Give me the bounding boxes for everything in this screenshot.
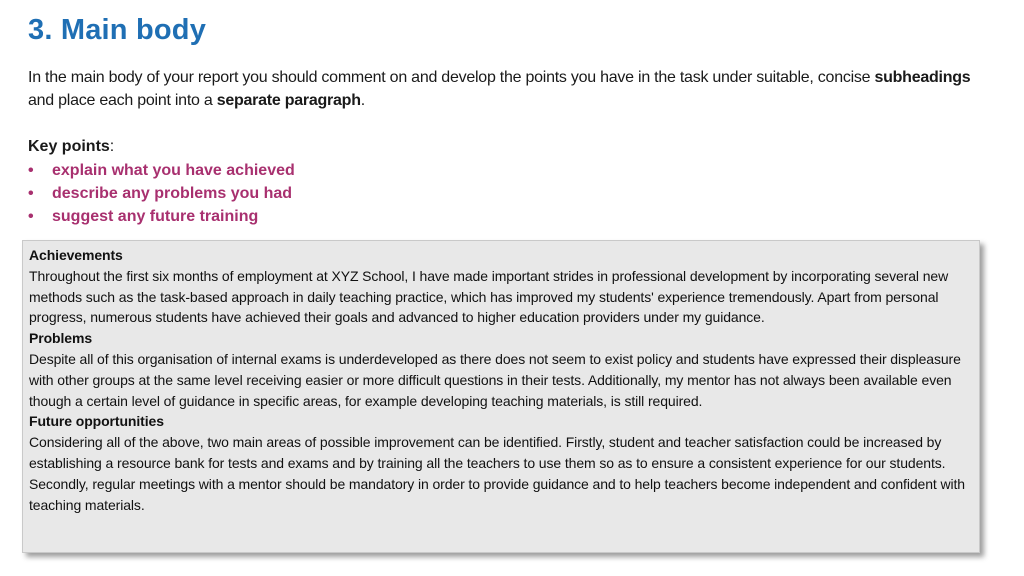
key-points-heading [28, 135, 114, 158]
intro-bold-subheadings: subheadings [874, 69, 971, 86]
key-points-list [28, 159, 295, 228]
bullet-icon: • [28, 162, 34, 179]
intro-paragraph [28, 66, 988, 112]
key-point-item [28, 182, 295, 205]
intro-text-2: and place each point into a [28, 92, 217, 109]
key-point-item [28, 159, 295, 182]
key-point-text: suggest any future training [52, 208, 259, 225]
sample-report-panel [22, 240, 980, 553]
key-point-item [28, 205, 295, 228]
key-points-label: Key points [28, 138, 110, 155]
section-text-achievements: Throughout the first six months of employment at XYZ School, I have made important strides in professional development by incorporating several new methods such as the task-based approach in daily teaching practice, which has improved my students' experience tremendously. Apart from personal progress, numerous students have achieved their goals and advanced to higher education providers under my guidance. [29, 267, 949, 326]
bullet-icon: • [28, 185, 34, 202]
section-heading-achievements: Achievements [29, 247, 123, 263]
section-text-future-opportunities: Considering all of the above, two main areas of possible improvement can be identified. Firstly, student and teacher satisfaction could be increased by establishing a resource bank for tests and exams and by training all the teachers to use them so as to ensure a consistent experience for our students. Secondly, regular meetings with a mentor should be mandatory in order to provide guidance and to help teachers become independent and confident with teaching materials. [29, 434, 965, 513]
bullet-icon: • [28, 208, 34, 225]
intro-text-3: . [360, 92, 365, 109]
intro-text-1: In the main body of your report you should comment on and develop the points you have in the task under suitable, concise [28, 69, 875, 86]
section-text-problems: Despite all of this organisation of internal exams is underdeveloped as there does not seem to exist policy and students have expressed their displeasure with other groups at the same level receiving easier or more difficult questions in their tests. Additionally, my mentor has not always been available even though a certain level of guidance in specific areas, for example developing teaching materials, is still required. [29, 350, 961, 409]
key-points-colon: : [109, 138, 115, 155]
section-heading-problems: Problems [29, 330, 92, 347]
slide-title: 3. Main body [28, 14, 207, 46]
intro-bold-separate-paragraph: separate paragraph [216, 92, 361, 109]
key-point-text: describe any problems you had [52, 185, 293, 202]
key-point-text: explain what you have achieved [52, 162, 295, 179]
section-heading-future-opportunities: Future opportunities [29, 413, 164, 430]
